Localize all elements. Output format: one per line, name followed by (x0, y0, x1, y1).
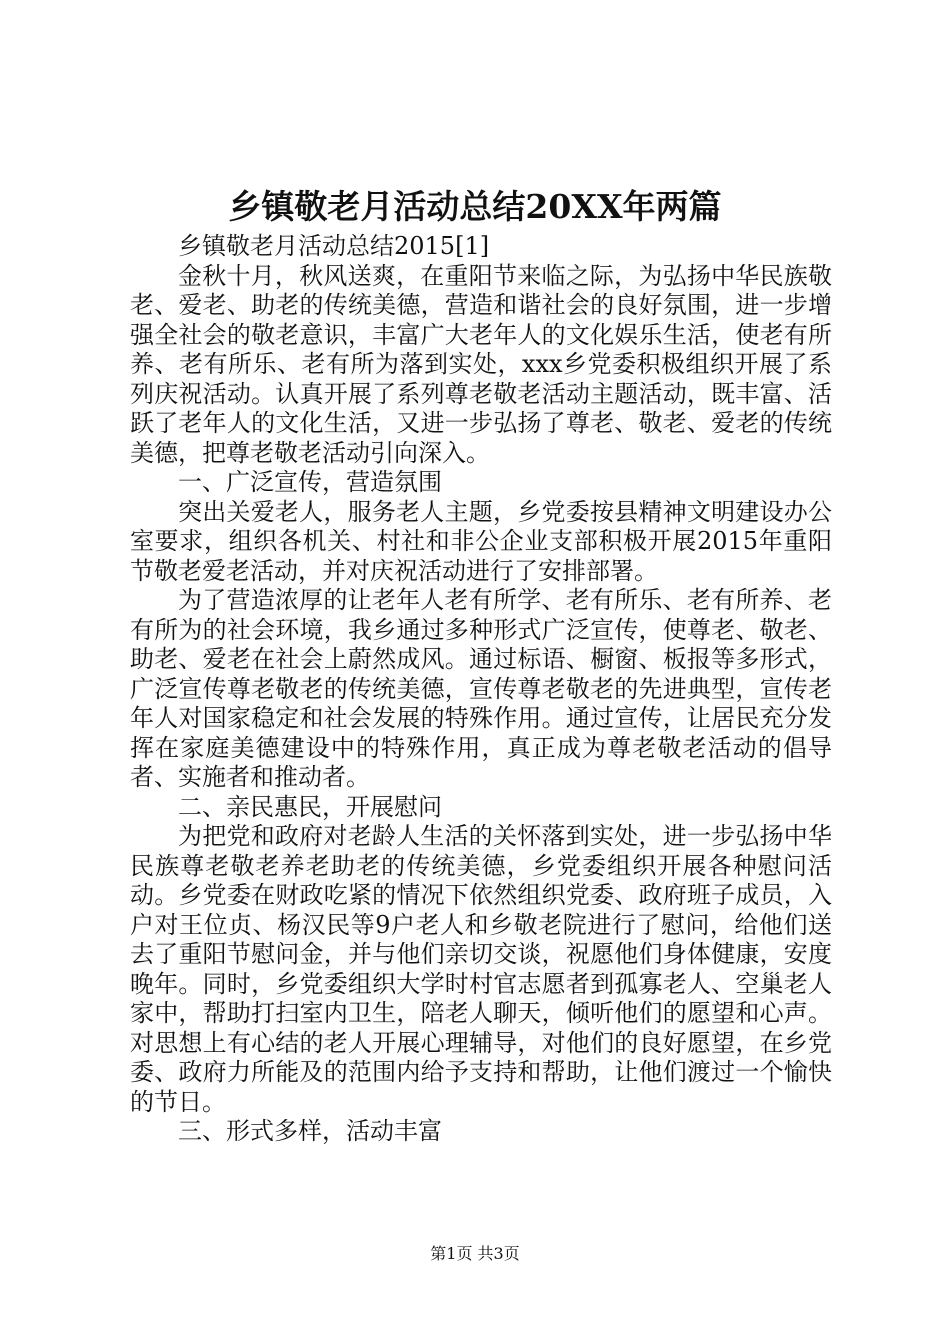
document-body (130, 232, 832, 1147)
section-heading-1: 一、广泛宣传，营造氛围 (178, 468, 442, 496)
page-footer: 第1页 共3页 (430, 1244, 520, 1263)
paragraph-1b: 为了营造浓厚的让老年人老有所学、老有所乐、老有所养、老有所为的社会环境，我乡通过多种形式广泛宣传，使尊老、敬老、助老、爱老在社会上蔚然成风。通过标语、橱窗、板报等多形式，广泛宣传尊老敬老的传统美德，宣传尊老敬老的先进典型，宣传老年人对国家稳定和社会发展的特殊作用。通过宣传，让居民充分发挥在家庭美德建设中的特殊作用，真正成为尊老敬老活动的倡导者、实施者和推动者。 (130, 586, 832, 791)
paragraph-intro: 金秋十月，秋风送爽，在重阳节来临之际，为弘扬中华民族敬老、爱老、助老的传统美德，营造和谐社会的良好氛围，进一步增强全社会的敬老意识，丰富广大老年人的文化娱乐生活，使老有所养、老有所乐、老有所为落到实处，xxx乡党委积极组织开展了系列庆祝活动。认真开展了系列尊老敬老活动主题活动，既丰富、活跃了老年人的文化生活，又进一步弘扬了尊老、敬老、爱老的传统美德，把尊老敬老活动引向深入。 (130, 261, 832, 467)
section-subtitle: 乡镇敬老月活动总结2015[1] (178, 232, 490, 260)
document-title: 乡镇敬老月活动总结20XX年两篇 (228, 187, 722, 226)
paragraph-1a: 突出关爱老人，服务老人主题，乡党委按县精神文明建设办公室要求，组织各机关、村社和非公企业支部积极开展2015年重阳节敬老爱老活动，并对庆祝活动进行了安排部署。 (130, 497, 832, 585)
section-heading-2: 二、亲民惠民，开展慰问 (178, 792, 442, 821)
paragraph-2a: 为把党和政府对老龄人生活的关怀落到实处，进一步弘扬中华民族尊老敬老养老助老的传统美德，乡党委组织开展各种慰问活动。乡党委在财政吃紧的情况下依然组织党委、政府班子成员，入户对王位贞、杨汉民等9户老人和乡敬老院进行了慰问，给他们送去了重阳节慰问金，并与他们亲切交谈，祝愿他们身体健康，安度晚年。同时，乡党委组织大学时村官志愿者到孤寡老人、空巢老人家中，帮助打扫室内卫生，陪老人聊天，倾听他们的愿望和心声。对思想上有心结的老人开展心理辅导，对他们的良好愿望，在乡党委、政府力所能及的范围内给予支持和帮助，让他们渡过一个愉快的节日。 (130, 822, 832, 1116)
section-heading-3: 三、形式多样，活动丰富 (178, 1117, 442, 1145)
